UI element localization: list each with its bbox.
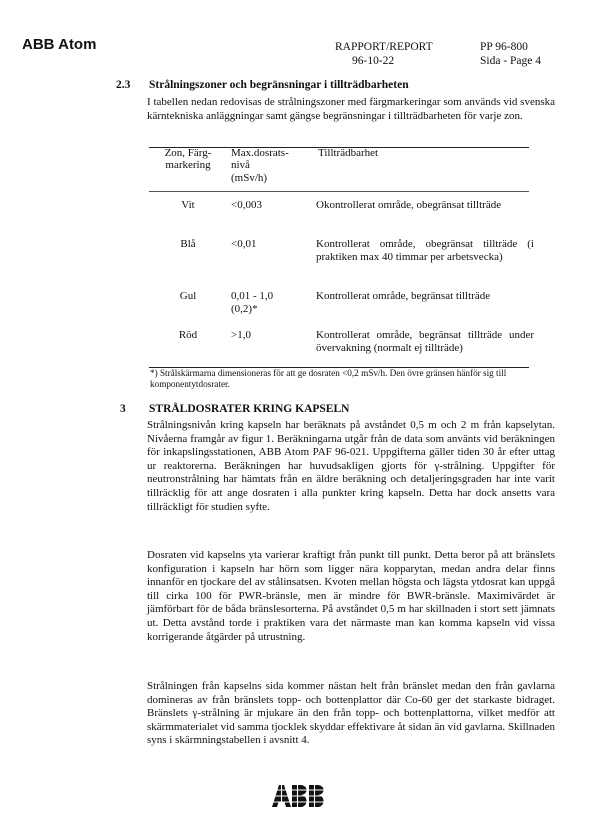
- company-name: ABB Atom: [22, 36, 97, 53]
- section-title: STRÅLDOSRATER KRING KAPSELN: [149, 403, 350, 415]
- table-cell-zone: Blå: [180, 238, 196, 250]
- section-intro: I tabellen nedan redovisas de strålningszoner med färgmarkeringar som används vid svenska kärntekniska anläggningar samt gängse begränsningar i tillträdbarheten för varje zon.: [147, 96, 555, 122]
- section-title: Strålningszoner och begränsningar i tillträdbarheten: [149, 79, 409, 91]
- table-footnote: *) Strålskärmarna dimensioneras för att ge dosraten <0,2 mSv/h. Den övre gränsen hänför sig till komponentytdosrater.: [150, 368, 507, 389]
- table-cell-access: Kontrollerat område, begränsat tillträde under övervakning (normalt ej tillträde): [316, 329, 534, 354]
- header-zone-line1: Zon, Färg-: [164, 147, 212, 159]
- header-dose-line3: (mSv/h): [231, 172, 268, 184]
- report-number: PP 96-800: [480, 41, 528, 53]
- header-access: Tillträdbarhet: [318, 147, 379, 159]
- table-cell-dose: 0,01 - 1,0: [231, 290, 274, 302]
- body-paragraph: Strålningen från kapselns sida kommer nästan helt från bränslet medan den från gavlarna domineras av från bränslets topp- och bottenplattor där Co-60 ger det starkaste bidraget. Bränslets γ-strålning är mjukare än den från topp- och bottenplattorna, vilket medför att skärmmaterialet vid samma tjocklek skyddar effektivare åt sidan än vid gavlarna. Skillnaden syns i skärmningstabellen i avsnitt 4.: [147, 680, 555, 747]
- body-paragraph: Dosraten vid kapselns yta varierar kraftigt från punkt till punkt. Detta beror på att bränslets konfiguration i kapseln har hörn som ligger nära kopparytan, medan andra delar finns innanför en tjockare del av stålinsatsen. Kvoten mellan högsta och lägsta ytdosrat kan uppgå till cirka 100 för PWR-bränsle, men är mindre för BWR-bränsle. Maximivärdet är jämförbart för de båda bränslesorterna. På avståndet 0,5 m har skillnaden i stort sett jämnats ut. Detta avstånd torde i praktiken vara det närmaste man kan komma kapseln vid vissa korrigerande åtgärder på utrustning.: [147, 549, 555, 643]
- abb-logo: [270, 784, 330, 808]
- table-cell-access: Okontrollerat område, obegränsat tillträde: [316, 199, 502, 211]
- table-cell-dose: >1,0: [231, 329, 251, 341]
- table-cell-dose-note: (0,2)*: [231, 303, 258, 315]
- table-cell-zone: Gul: [179, 290, 197, 302]
- page-number: Sida - Page 4: [480, 55, 542, 67]
- body-paragraph: Strålningsnivån kring kapseln har beräknats på avståndet 0,5 m och 2 m från kapselytan. Nivåerna framgår av figur 1. Beräkningarna utgår från de data som använts vid beräkningen för inkapslingsstationen, ABB Atom PAF 96-021. Uppgifterna gäller tiden 30 år efter uttag ur reaktorerna. Beräkningen har huvudsakligen gjorts för γ-strålning. Uppgifter för neutronstrålning har hämtats från en äldre beräkning och detaljeringsgraden har inte varit tillräcklig för att ange dosraten i alla punkter kring kapseln. Detta har dock ansetts vara tillräckligt för studien syfte.: [147, 419, 555, 513]
- table-cell-zone: Röd: [178, 329, 198, 341]
- section-number: 3: [120, 403, 126, 415]
- table-cell-zone: Vit: [181, 199, 195, 211]
- report-date: 96-10-22: [352, 55, 395, 67]
- table-cell-dose: <0,003: [231, 199, 262, 211]
- header-dose-line1: Max.dosrats-: [231, 147, 289, 159]
- header-zone-line2: markering: [165, 159, 211, 171]
- table-cell-dose: <0,01: [231, 238, 257, 250]
- table-header-rule: [149, 191, 529, 192]
- report-label: RAPPORT/REPORT: [335, 41, 433, 53]
- table-cell-access: Kontrollerat område, obegränsat tillträde (i praktiken max 40 timmar per arbetsvecka): [316, 238, 534, 263]
- header-dose-line2: nivå: [231, 159, 250, 171]
- section-number: 2.3: [116, 79, 131, 91]
- table-cell-access: Kontrollerat område, begränsat tillträde: [316, 290, 491, 302]
